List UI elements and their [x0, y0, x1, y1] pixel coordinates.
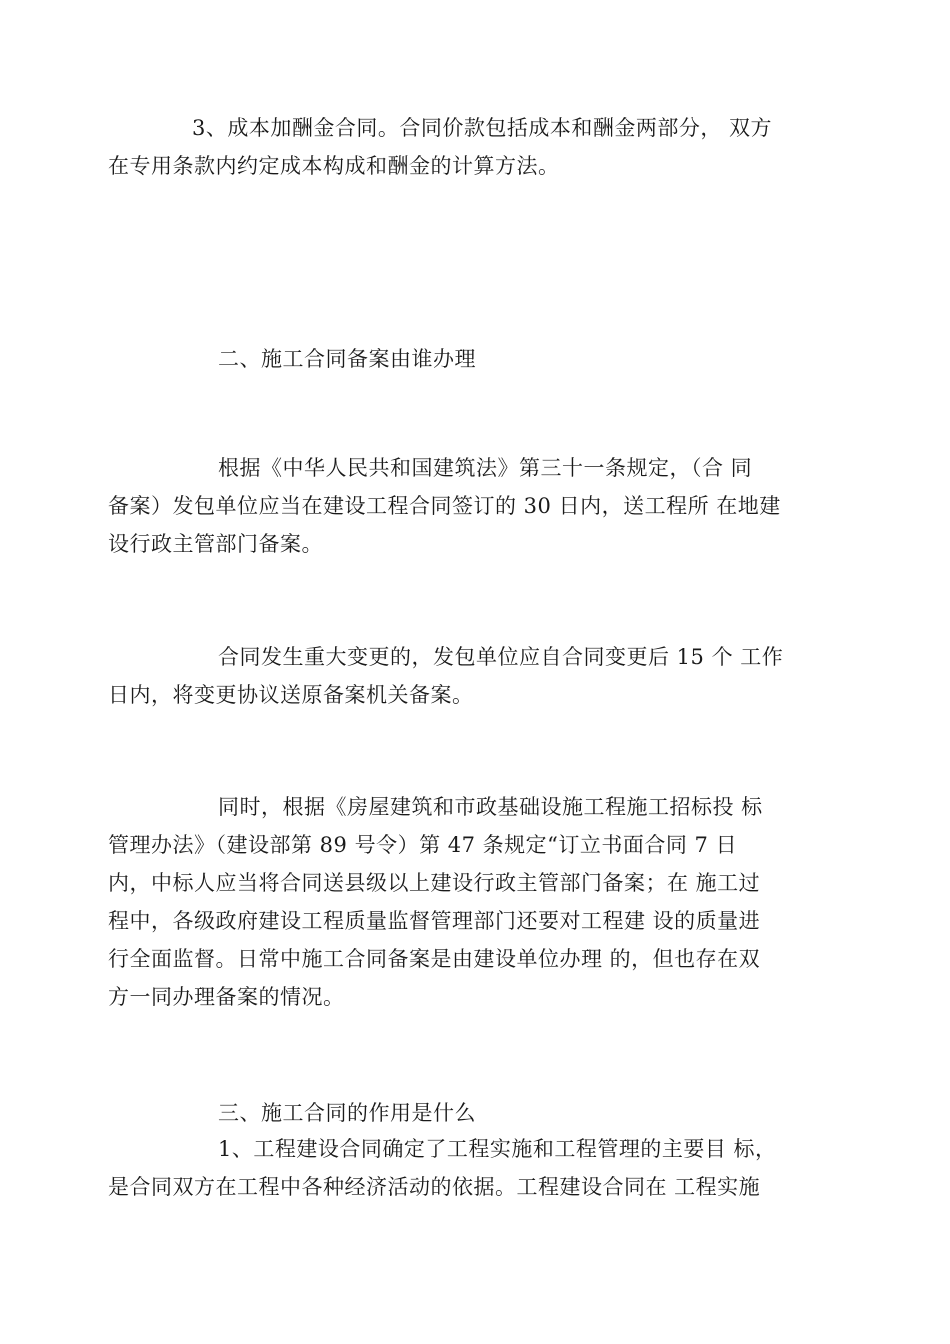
- paragraph-rules-line-1: 同时，根据《房屋建筑和市政基础设施工程施工招标投 标: [218, 795, 763, 819]
- paragraph-cost-plus-line-1: 3、成本加酬金合同。合同价款包括成本和酬金两部分， 双方: [192, 116, 773, 140]
- paragraph-role-line-1: 1、工程建设合同确定了工程实施和工程管理的主要目 标，: [218, 1137, 777, 1161]
- paragraph-rules-line-2: 管理办法》（建设部第 89 号令）第 47 条规定“订立书面合同 7 日: [108, 833, 738, 857]
- paragraph-rules-line-4: 程中，各级政府建设工程质量监督管理部门还要对工程建 设的质量进: [108, 909, 761, 933]
- paragraph-change-line-1: 合同发生重大变更的，发包单位应自合同变更后 15 个 工作: [218, 645, 784, 669]
- paragraph-change-line-2: 日内，将变更协议送原备案机关备案。: [108, 683, 474, 707]
- section-heading-3: 三、施工合同的作用是什么: [218, 1101, 476, 1125]
- paragraph-rules-line-3: 内，中标人应当将合同送县级以上建设行政主管部门备案；在 施工过: [108, 871, 761, 895]
- paragraph-law-line-3: 设行政主管部门备案。: [108, 532, 323, 556]
- paragraph-rules-line-6: 方一同办理备案的情况。: [108, 985, 345, 1009]
- section-heading-2: 二、施工合同备案由谁办理: [218, 347, 476, 371]
- paragraph-law-line-1: 根据《中华人民共和国建筑法》第三十一条规定，（合 同: [218, 456, 753, 480]
- paragraph-cost-plus-line-2: 在专用条款内约定成本构成和酬金的计算方法。: [108, 154, 560, 178]
- paragraph-role-line-2: 是合同双方在工程中各种经济活动的依据。工程建设合同在 工程实施: [108, 1175, 761, 1199]
- paragraph-law-line-2: 备案）发包单位应当在建设工程合同签订的 30 日内，送工程所 在地建: [108, 494, 781, 518]
- paragraph-rules-line-5: 行全面监督。日常中施工合同备案是由建设单位办理 的，但也存在双: [108, 947, 761, 971]
